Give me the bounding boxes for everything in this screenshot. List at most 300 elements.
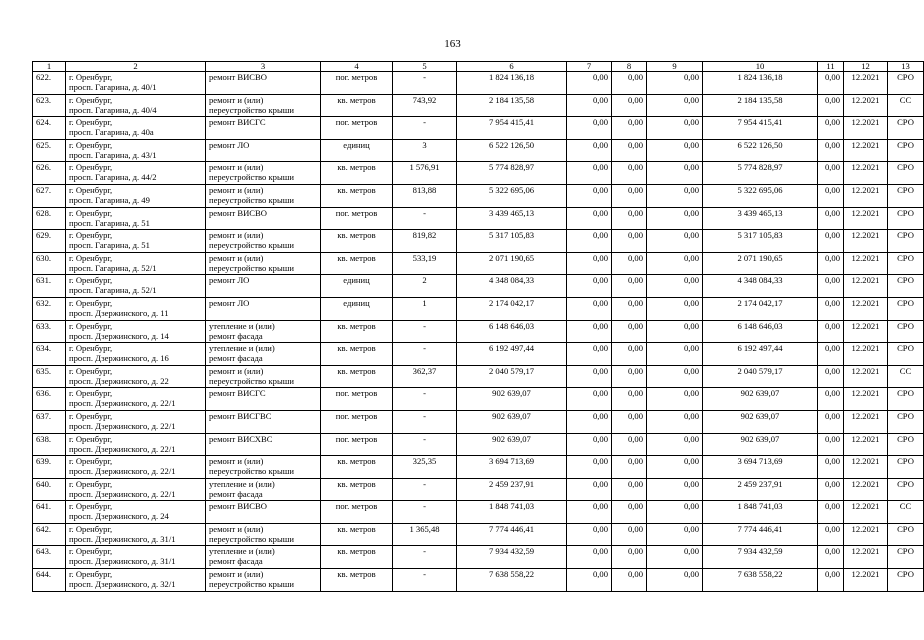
total-cost-cell: 2 174 042,17	[703, 297, 818, 320]
col7-cell: 0,00	[567, 297, 612, 320]
unit-cell: пог. метров	[321, 501, 393, 524]
deadline-cell: 12.2021	[844, 94, 888, 117]
col9-cell: 0,00	[647, 207, 703, 230]
col8-cell: 0,00	[612, 252, 647, 275]
unit-cell: кв. метров	[321, 569, 393, 592]
col7-cell: 0,00	[567, 478, 612, 501]
col11-cell: 0,00	[818, 320, 844, 343]
col7-cell: 0,00	[567, 523, 612, 546]
quantity-cell: -	[393, 478, 457, 501]
address-cell-line-2: просп. Гагарина, д. 40/1	[69, 82, 157, 92]
col8-cell: 0,00	[612, 94, 647, 117]
quantity-cell: -	[393, 320, 457, 343]
total-cost-cell: 7 934 432,59	[703, 546, 818, 569]
address-cell	[66, 388, 206, 411]
address-cell-line-2: просп. Гагарина, д. 52/1	[69, 285, 157, 296]
col8-cell: 0,00	[612, 388, 647, 411]
address-cell-line-2: просп. Дзержинского, д. 22/1	[69, 466, 176, 477]
work-type-cell-line-2: переустройство крыши	[209, 194, 294, 205]
unit-cell: кв. метров	[321, 184, 393, 207]
column-header-5: 5	[393, 62, 457, 72]
table-row	[33, 388, 924, 411]
total-cost-cell: 7 638 558,22	[703, 569, 818, 592]
fund-type-cell: СРО	[888, 433, 924, 456]
work-type-cell-line-2	[209, 285, 317, 295]
fund-type-cell: СРО	[888, 523, 924, 546]
deadline-cell: 12.2021	[844, 117, 888, 140]
address-cell-line-1: г. Оренбург,	[69, 252, 113, 263]
col9-cell: 0,00	[647, 139, 703, 162]
cost-cell: 902 639,07	[457, 410, 567, 433]
address-cell-line-1: г. Оренбург,	[69, 365, 113, 376]
work-type-cell-line-1: ремонт ЛО	[209, 297, 250, 308]
address-cell-line-2: просп. Гагарина, д. 51	[69, 217, 150, 228]
col11-cell: 0,00	[818, 388, 844, 411]
total-cost-cell: 902 639,07	[703, 433, 818, 456]
work-type-cell-line-1: ремонт и (или)	[209, 162, 264, 173]
quantity-cell: -	[393, 501, 457, 524]
row-number: 631.	[33, 275, 66, 298]
column-header-9: 9	[647, 62, 703, 72]
total-cost-cell: 5 774 828,97	[703, 162, 818, 185]
address-cell	[66, 501, 206, 524]
work-type-cell	[206, 343, 321, 366]
address-cell	[66, 546, 206, 569]
work-type-cell-line-2: переустройство крыши	[209, 375, 294, 386]
col9-cell: 0,00	[647, 162, 703, 185]
col7-cell: 0,00	[567, 433, 612, 456]
cost-cell: 6 148 646,03	[457, 320, 567, 343]
quantity-cell: 533,19	[393, 252, 457, 275]
address-cell-line-2: просп. Дзержинского, д. 24	[69, 511, 169, 522]
address-cell-line-1: г. Оренбург,	[69, 297, 113, 308]
address-cell	[66, 162, 206, 185]
work-type-cell-line-2	[209, 308, 317, 318]
unit-cell: кв. метров	[321, 343, 393, 366]
row-number: 630.	[33, 252, 66, 275]
col8-cell: 0,00	[612, 297, 647, 320]
work-type-cell	[206, 162, 321, 185]
fund-type-cell: СС	[888, 94, 924, 117]
col7-cell: 0,00	[567, 501, 612, 524]
unit-cell: кв. метров	[321, 320, 393, 343]
col11-cell: 0,00	[818, 94, 844, 117]
cost-cell: 3 439 465,13	[457, 207, 567, 230]
unit-cell: пог. метров	[321, 433, 393, 456]
col8-cell: 0,00	[612, 162, 647, 185]
work-type-cell	[206, 275, 321, 298]
address-cell-line-1: г. Оренбург,	[69, 72, 113, 82]
col7-cell: 0,00	[567, 252, 612, 275]
row-number: 626.	[33, 162, 66, 185]
quantity-cell: -	[393, 569, 457, 592]
cost-cell: 4 348 084,33	[457, 275, 567, 298]
row-number: 643.	[33, 546, 66, 569]
quantity-cell: 1 365,48	[393, 523, 457, 546]
column-header-3: 3	[206, 62, 321, 72]
quantity-cell: 2	[393, 275, 457, 298]
column-header-10: 10	[703, 62, 818, 72]
row-number: 642.	[33, 523, 66, 546]
quantity-cell: 813,88	[393, 184, 457, 207]
col9-cell: 0,00	[647, 388, 703, 411]
deadline-cell: 12.2021	[844, 320, 888, 343]
table-row	[33, 410, 924, 433]
fund-type-cell: СРО	[888, 117, 924, 140]
fund-type-cell: СРО	[888, 546, 924, 569]
quantity-cell: 325,35	[393, 456, 457, 479]
work-type-cell-line-2	[209, 150, 317, 160]
address-cell-line-2: просп. Дзержинского, д. 22/1	[69, 398, 176, 409]
address-cell-line-1: г. Оренбург,	[69, 139, 113, 150]
work-type-cell	[206, 139, 321, 162]
address-cell	[66, 523, 206, 546]
fund-type-cell: СРО	[888, 478, 924, 501]
col8-cell: 0,00	[612, 184, 647, 207]
total-cost-cell: 6 148 646,03	[703, 320, 818, 343]
column-header-1: 1	[33, 62, 66, 72]
col9-cell: 0,00	[647, 117, 703, 140]
address-cell	[66, 410, 206, 433]
address-cell-line-1: г. Оренбург,	[69, 343, 113, 354]
deadline-cell: 12.2021	[844, 456, 888, 479]
row-number: 625.	[33, 139, 66, 162]
address-cell	[66, 117, 206, 140]
col11-cell: 0,00	[818, 230, 844, 253]
fund-type-cell: СРО	[888, 72, 924, 95]
work-type-cell	[206, 501, 321, 524]
work-type-cell-line-2: ремонт фасада	[209, 353, 263, 364]
quantity-cell: -	[393, 343, 457, 366]
fund-type-cell: СРО	[888, 297, 924, 320]
address-cell-line-1: г. Оренбург,	[69, 320, 113, 331]
cost-cell: 1 824 136,18	[457, 72, 567, 95]
table-row	[33, 478, 924, 501]
work-type-cell	[206, 94, 321, 117]
work-type-cell-line-1: ремонт ВИСВО	[209, 207, 267, 218]
address-cell-line-1: г. Оренбург,	[69, 207, 113, 218]
column-number-header	[33, 62, 924, 72]
cost-cell: 6 522 126,50	[457, 139, 567, 162]
unit-cell: единиц	[321, 275, 393, 298]
work-type-cell-line-2: переустройство крыши	[209, 104, 294, 115]
address-cell-line-2: просп. Гагарина, д. 52/1	[69, 262, 157, 273]
work-type-cell	[206, 478, 321, 501]
quantity-cell: -	[393, 117, 457, 140]
quantity-cell: -	[393, 72, 457, 95]
col9-cell: 0,00	[647, 343, 703, 366]
deadline-cell: 12.2021	[844, 162, 888, 185]
quantity-cell: -	[393, 207, 457, 230]
deadline-cell: 12.2021	[844, 139, 888, 162]
col7-cell: 0,00	[567, 94, 612, 117]
col7-cell: 0,00	[567, 275, 612, 298]
work-type-cell	[206, 252, 321, 275]
fund-type-cell: СРО	[888, 230, 924, 253]
cost-cell: 2 184 135,58	[457, 94, 567, 117]
work-type-cell-line-1: ремонт ВИСВО	[209, 72, 267, 82]
col8-cell: 0,00	[612, 343, 647, 366]
work-type-cell-line-1: ремонт ЛО	[209, 275, 250, 286]
work-type-cell	[206, 230, 321, 253]
col8-cell: 0,00	[612, 139, 647, 162]
cost-cell: 2 071 190,65	[457, 252, 567, 275]
deadline-cell: 12.2021	[844, 252, 888, 275]
row-number: 641.	[33, 501, 66, 524]
work-type-cell-line-1: ремонт и (или)	[209, 252, 264, 263]
col9-cell: 0,00	[647, 275, 703, 298]
col9-cell: 0,00	[647, 297, 703, 320]
deadline-cell: 12.2021	[844, 433, 888, 456]
table-row	[33, 523, 924, 546]
fund-type-cell: СС	[888, 501, 924, 524]
col7-cell: 0,00	[567, 207, 612, 230]
fund-type-cell: СРО	[888, 252, 924, 275]
work-type-cell	[206, 365, 321, 388]
deadline-cell: 12.2021	[844, 569, 888, 592]
work-type-cell	[206, 433, 321, 456]
work-type-cell-line-1: утепление и (или)	[209, 320, 275, 331]
quantity-cell: 743,92	[393, 94, 457, 117]
col7-cell: 0,00	[567, 410, 612, 433]
col11-cell: 0,00	[818, 501, 844, 524]
total-cost-cell: 7 954 415,41	[703, 117, 818, 140]
col11-cell: 0,00	[818, 456, 844, 479]
unit-cell: кв. метров	[321, 365, 393, 388]
cost-cell: 3 694 713,69	[457, 456, 567, 479]
col7-cell: 0,00	[567, 365, 612, 388]
address-cell	[66, 320, 206, 343]
col8-cell: 0,00	[612, 275, 647, 298]
address-cell-line-2: просп. Дзержинского, д. 22/1	[69, 420, 176, 431]
work-type-cell-line-1: ремонт и (или)	[209, 523, 264, 534]
address-cell-line-1: г. Оренбург,	[69, 433, 113, 444]
table-row	[33, 546, 924, 569]
address-cell-line-2: просп. Дзержинского, д. 32/1	[69, 579, 176, 590]
col8-cell: 0,00	[612, 569, 647, 592]
col11-cell: 0,00	[818, 207, 844, 230]
row-number: 639.	[33, 456, 66, 479]
row-number: 634.	[33, 343, 66, 366]
address-cell-line-2: просп. Гагарина, д. 43/1	[69, 149, 157, 160]
work-type-cell	[206, 410, 321, 433]
row-number: 628.	[33, 207, 66, 230]
address-cell-line-1: г. Оренбург,	[69, 388, 113, 399]
work-type-cell-line-2	[209, 127, 317, 137]
address-cell-line-2: просп. Дзержинского, д. 22/1	[69, 488, 176, 499]
col8-cell: 0,00	[612, 72, 647, 95]
address-cell	[66, 230, 206, 253]
table-row	[33, 320, 924, 343]
work-type-cell-line-1: ремонт ЛО	[209, 139, 250, 150]
total-cost-cell: 2 040 579,17	[703, 365, 818, 388]
work-type-cell	[206, 117, 321, 140]
work-type-cell	[206, 184, 321, 207]
address-cell	[66, 365, 206, 388]
cost-cell: 6 192 497,44	[457, 343, 567, 366]
total-cost-cell: 4 348 084,33	[703, 275, 818, 298]
unit-cell: единиц	[321, 139, 393, 162]
address-cell-line-1: г. Оренбург,	[69, 410, 113, 421]
column-header-12: 12	[844, 62, 888, 72]
work-type-cell-line-1: ремонт и (или)	[209, 230, 264, 241]
col8-cell: 0,00	[612, 117, 647, 140]
address-cell-line-1: г. Оренбург,	[69, 501, 113, 512]
unit-cell: пог. метров	[321, 117, 393, 140]
total-cost-cell: 5 317 105,83	[703, 230, 818, 253]
address-cell-line-1: г. Оренбург,	[69, 117, 113, 128]
address-cell	[66, 433, 206, 456]
col7-cell: 0,00	[567, 162, 612, 185]
col8-cell: 0,00	[612, 478, 647, 501]
fund-type-cell: СРО	[888, 275, 924, 298]
table-row	[33, 343, 924, 366]
address-cell-line-1: г. Оренбург,	[69, 275, 113, 286]
col11-cell: 0,00	[818, 297, 844, 320]
unit-cell: кв. метров	[321, 546, 393, 569]
column-header-11: 11	[818, 62, 844, 72]
work-type-cell	[206, 546, 321, 569]
table-row	[33, 230, 924, 253]
address-cell	[66, 569, 206, 592]
col9-cell: 0,00	[647, 523, 703, 546]
col7-cell: 0,00	[567, 117, 612, 140]
total-cost-cell: 3 439 465,13	[703, 207, 818, 230]
table-row	[33, 72, 924, 95]
total-cost-cell: 5 322 695,06	[703, 184, 818, 207]
address-cell-line-1: г. Оренбург,	[69, 569, 113, 580]
col11-cell: 0,00	[818, 569, 844, 592]
work-type-cell-line-2: переустройство крыши	[209, 466, 294, 477]
col9-cell: 0,00	[647, 433, 703, 456]
address-cell-line-2: просп. Гагарина, д. 40а	[69, 127, 154, 138]
total-cost-cell: 2 184 135,58	[703, 94, 818, 117]
deadline-cell: 12.2021	[844, 523, 888, 546]
unit-cell: кв. метров	[321, 478, 393, 501]
work-type-cell-line-2	[209, 511, 317, 521]
col8-cell: 0,00	[612, 456, 647, 479]
address-cell-line-2: просп. Гагарина, д. 40/4	[69, 104, 157, 115]
table-row	[33, 433, 924, 456]
quantity-cell: 819,82	[393, 230, 457, 253]
quantity-cell: 3	[393, 139, 457, 162]
column-header-13: 13	[888, 62, 924, 72]
unit-cell: кв. метров	[321, 162, 393, 185]
row-number: 623.	[33, 94, 66, 117]
work-type-cell-line-2: ремонт фасада	[209, 330, 263, 341]
cost-cell: 2 459 237,91	[457, 478, 567, 501]
col9-cell: 0,00	[647, 94, 703, 117]
col7-cell: 0,00	[567, 230, 612, 253]
quantity-cell: 362,37	[393, 365, 457, 388]
column-header-8: 8	[612, 62, 647, 72]
address-cell-line-2: просп. Дзержинского, д. 14	[69, 330, 169, 341]
col9-cell: 0,00	[647, 72, 703, 95]
cost-cell: 7 638 558,22	[457, 569, 567, 592]
work-type-cell-line-1: ремонт ВИСГС	[209, 117, 266, 128]
quantity-cell: -	[393, 546, 457, 569]
col9-cell: 0,00	[647, 320, 703, 343]
total-cost-cell: 1 824 136,18	[703, 72, 818, 95]
page-number: 163	[444, 38, 461, 50]
fund-type-cell: СРО	[888, 207, 924, 230]
fund-type-cell: СС	[888, 365, 924, 388]
address-cell-line-2: просп. Дзержинского, д. 31/1	[69, 556, 176, 567]
row-number: 622.	[33, 72, 66, 95]
address-cell	[66, 139, 206, 162]
work-type-cell-line-2: переустройство крыши	[209, 172, 294, 183]
work-type-cell-line-1: ремонт и (или)	[209, 94, 264, 105]
table-row	[33, 501, 924, 524]
col11-cell: 0,00	[818, 184, 844, 207]
fund-type-cell: СРО	[888, 139, 924, 162]
col11-cell: 0,00	[818, 546, 844, 569]
fund-type-cell: СРО	[888, 320, 924, 343]
col9-cell: 0,00	[647, 365, 703, 388]
col7-cell: 0,00	[567, 569, 612, 592]
total-cost-cell: 902 639,07	[703, 388, 818, 411]
table-row	[33, 184, 924, 207]
col9-cell: 0,00	[647, 252, 703, 275]
fund-type-cell: СРО	[888, 343, 924, 366]
deadline-cell: 12.2021	[844, 365, 888, 388]
address-cell	[66, 343, 206, 366]
table-row	[33, 117, 924, 140]
cost-cell: 7 954 415,41	[457, 117, 567, 140]
col8-cell: 0,00	[612, 433, 647, 456]
address-cell	[66, 275, 206, 298]
work-type-cell	[206, 569, 321, 592]
address-cell-line-2: просп. Дзержинского, д. 22	[69, 375, 169, 386]
col11-cell: 0,00	[818, 343, 844, 366]
unit-cell: единиц	[321, 297, 393, 320]
work-type-cell-line-2: ремонт фасада	[209, 488, 263, 499]
table-row	[33, 297, 924, 320]
col9-cell: 0,00	[647, 230, 703, 253]
work-type-cell	[206, 456, 321, 479]
work-type-cell-line-1: ремонт ВИСВО	[209, 501, 267, 512]
address-cell-line-2: просп. Гагарина, д. 49	[69, 194, 150, 205]
col7-cell: 0,00	[567, 456, 612, 479]
work-type-cell-line-1: ремонт ВИСГС	[209, 388, 266, 399]
cost-cell: 1 848 741,03	[457, 501, 567, 524]
col7-cell: 0,00	[567, 388, 612, 411]
col8-cell: 0,00	[612, 410, 647, 433]
unit-cell: кв. метров	[321, 523, 393, 546]
row-number: 644.	[33, 569, 66, 592]
unit-cell: пог. метров	[321, 72, 393, 95]
deadline-cell: 12.2021	[844, 343, 888, 366]
work-type-cell-line-1: утепление и (или)	[209, 478, 275, 489]
address-cell	[66, 478, 206, 501]
work-type-cell-line-1: ремонт ВИСХВС	[209, 433, 273, 444]
col9-cell: 0,00	[647, 456, 703, 479]
col11-cell: 0,00	[818, 275, 844, 298]
address-cell-line-1: г. Оренбург,	[69, 523, 113, 534]
column-header-6: 6	[457, 62, 567, 72]
address-cell	[66, 94, 206, 117]
deadline-cell: 12.2021	[844, 72, 888, 95]
address-cell	[66, 184, 206, 207]
total-cost-cell: 1 848 741,03	[703, 501, 818, 524]
col7-cell: 0,00	[567, 320, 612, 343]
table-row	[33, 94, 924, 117]
deadline-cell: 12.2021	[844, 275, 888, 298]
quantity-cell: -	[393, 388, 457, 411]
unit-cell: пог. метров	[321, 410, 393, 433]
address-cell-line-2: просп. Дзержинского, д. 22/1	[69, 443, 176, 454]
work-type-cell-line-2: переустройство крыши	[209, 579, 294, 590]
